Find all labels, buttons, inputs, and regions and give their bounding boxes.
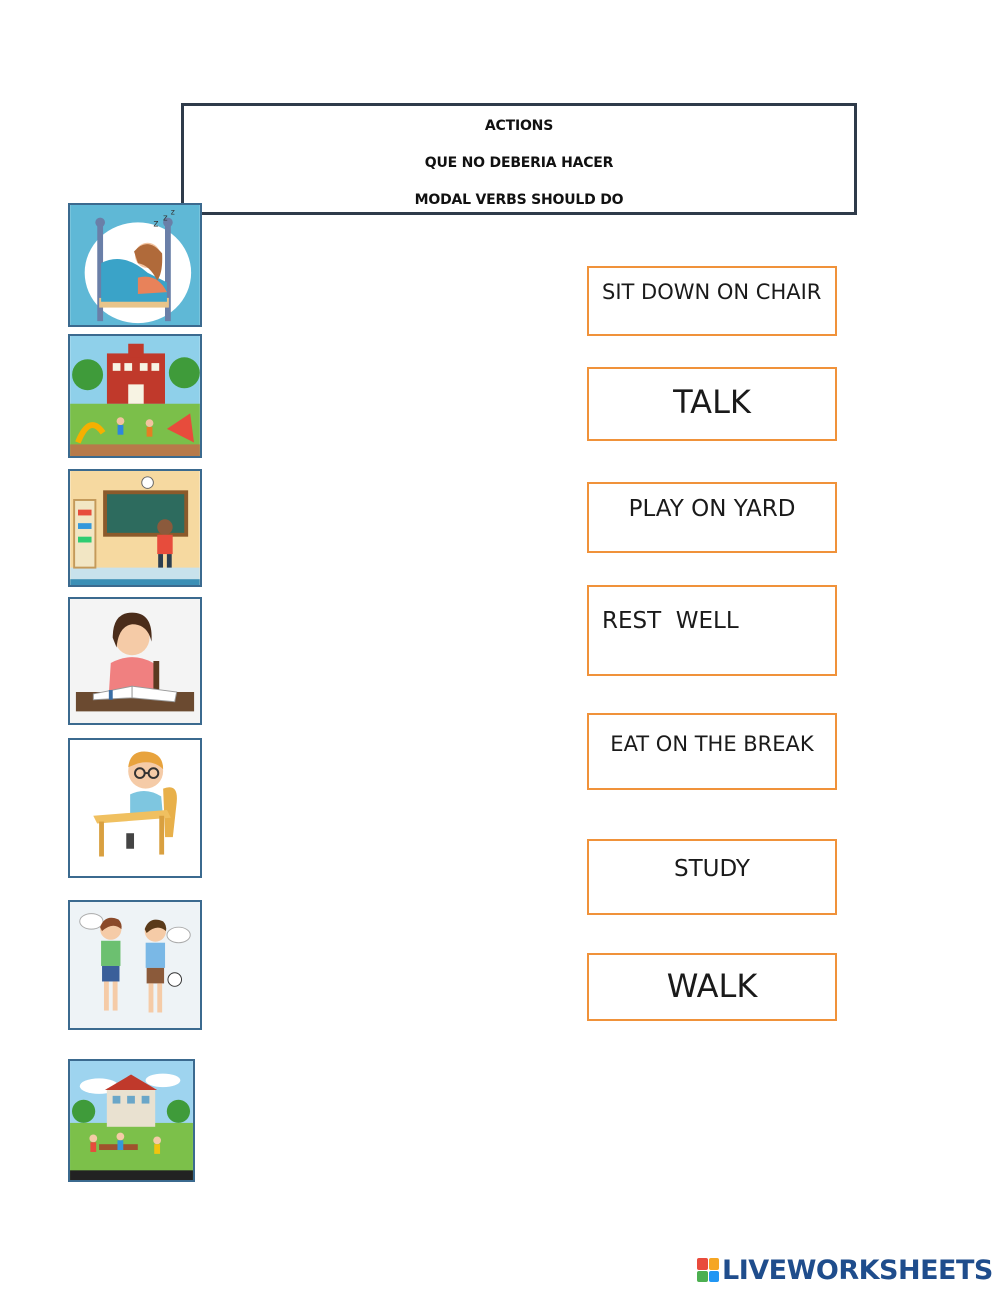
- svg-text:z: z: [163, 213, 168, 224]
- word-label: STUDY: [674, 856, 750, 882]
- liveworksheets-icon: [697, 1258, 719, 1282]
- word-label: REST WELL: [602, 608, 739, 634]
- picture-studying: [68, 597, 202, 725]
- picture-sitting: [68, 738, 202, 878]
- title-spanish: QUE NO DEBERIA HACER: [424, 155, 614, 171]
- picture-playground: [68, 334, 202, 458]
- word-box-play-on-yard[interactable]: [587, 482, 837, 553]
- two-boys-talking-icon: [70, 902, 200, 1028]
- word-box-eat-on-the-break[interactable]: [587, 713, 837, 790]
- word-box-study[interactable]: [587, 839, 837, 915]
- picture-eating: [68, 1059, 195, 1182]
- word-box-walk[interactable]: [587, 953, 837, 1021]
- word-label: WALK: [666, 967, 758, 1005]
- liveworksheets-logo: [697, 1255, 993, 1285]
- school-playground-icon: [70, 336, 200, 456]
- boy-sitting-at-desk-icon: [70, 740, 200, 876]
- svg-text:z: z: [170, 207, 175, 217]
- picture-sleeping: [68, 203, 202, 327]
- children-eating-outdoors-icon: [70, 1061, 193, 1180]
- svg-text:z: z: [153, 218, 159, 230]
- word-box-talk[interactable]: [587, 367, 837, 441]
- word-label: SIT DOWN ON CHAIR: [602, 280, 822, 304]
- title-box: [181, 103, 857, 215]
- word-label: EAT ON THE BREAK: [610, 732, 814, 756]
- title-modal-verbs: MODAL VERBS SHOULD DO: [414, 192, 624, 208]
- boy-walking-in-classroom-icon: [70, 471, 200, 585]
- sleeping-girl-in-bed-icon: [70, 205, 200, 325]
- brand-name: LIVEWORKSHEETS: [722, 1254, 993, 1286]
- word-box-rest-well[interactable]: [587, 585, 837, 676]
- picture-talking: [68, 900, 202, 1030]
- word-label: TALK: [673, 383, 751, 421]
- picture-classroom: [68, 469, 202, 587]
- title-actions: ACTIONS: [484, 118, 554, 134]
- girl-studying-at-desk-icon: [70, 599, 200, 723]
- word-box-sit-down-on-chair[interactable]: [587, 266, 837, 336]
- word-label: PLAY ON YARD: [628, 496, 796, 522]
